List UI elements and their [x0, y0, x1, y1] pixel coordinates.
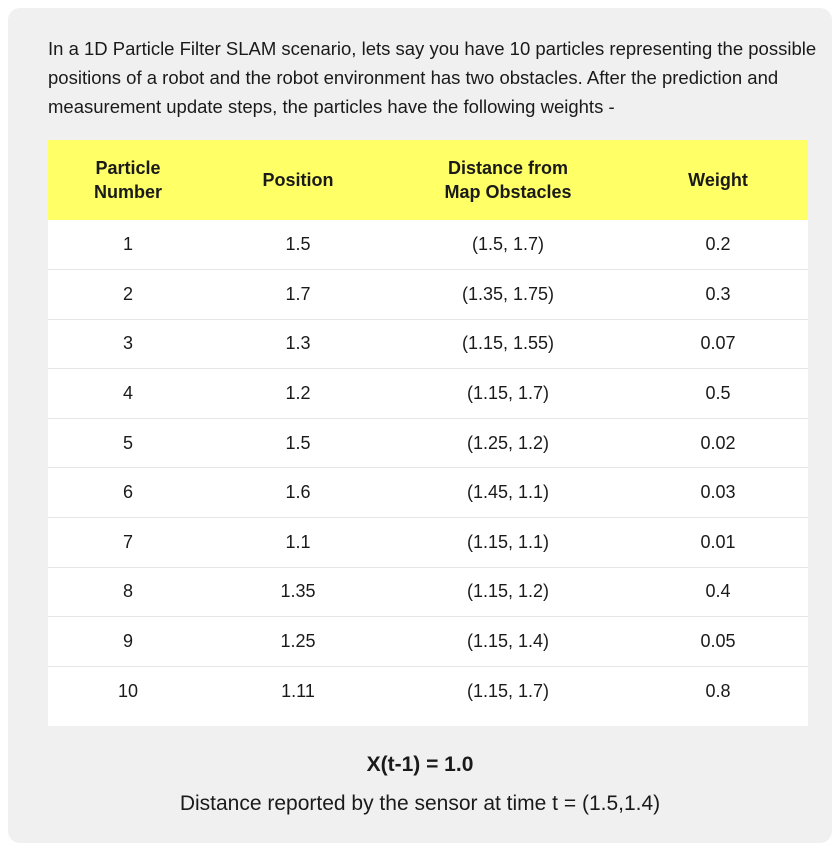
particle-table-container — [48, 140, 808, 726]
cell-number: 2 — [48, 270, 208, 320]
cell-distance: (1.15, 1.1) — [388, 518, 628, 568]
cell-position: 1.11 — [208, 666, 388, 716]
cell-distance: (1.35, 1.75) — [388, 270, 628, 320]
header-weight: Weight — [688, 170, 748, 190]
cell-weight: 0.3 — [628, 270, 808, 320]
table-row — [48, 468, 808, 518]
cell-distance: (1.5, 1.7) — [471, 234, 545, 255]
header-distance-line2: Map Obstacles — [444, 182, 572, 202]
sensor-reading-text: Distance reported by the sensor at time t = (1.5,1.4) — [179, 792, 661, 815]
table-row — [48, 617, 808, 667]
question-card — [8, 8, 832, 843]
cell-position: 1.5 — [208, 418, 388, 468]
cell-number: 4 — [48, 369, 208, 419]
cell-position: 1.2 — [208, 369, 388, 419]
cell-number: 1 — [122, 234, 133, 255]
cell-position: 1.7 — [208, 270, 388, 320]
table-row — [48, 319, 808, 369]
cell-distance: (1.15, 1.4) — [388, 617, 628, 667]
table-header-row — [48, 140, 808, 220]
cell-distance: (1.25, 1.2) — [388, 418, 628, 468]
intro-paragraph: In a 1D Particle Filter SLAM scenario, lets say you have 10 particles representing the possible positions of a robot and the robot environment has two obstacles. After the prediction and measurement update steps, the particles have the following weights - — [48, 38, 817, 117]
cell-weight: 0.02 — [628, 418, 808, 468]
cell-position: 1.25 — [208, 617, 388, 667]
cell-number: 10 — [48, 666, 208, 716]
cell-number: 5 — [48, 418, 208, 468]
cell-weight: 0.05 — [628, 617, 808, 667]
cell-distance: (1.15, 1.55) — [388, 319, 628, 369]
cell-distance: (1.45, 1.1) — [388, 468, 628, 518]
cell-weight: 0.01 — [628, 518, 808, 568]
cell-number: 9 — [48, 617, 208, 667]
cell-weight: 0.4 — [628, 567, 808, 617]
cell-number: 6 — [48, 468, 208, 518]
cell-distance: (1.15, 1.7) — [388, 666, 628, 716]
cell-number: 8 — [48, 567, 208, 617]
table-row — [48, 567, 808, 617]
cell-weight: 0.07 — [628, 319, 808, 369]
cell-number: 3 — [48, 319, 208, 369]
cell-position: 1.6 — [208, 468, 388, 518]
table-row — [48, 518, 808, 568]
header-particle-number-line1: Particle — [95, 158, 161, 178]
cell-weight: 0.8 — [628, 666, 808, 716]
cell-distance: (1.15, 1.7) — [388, 369, 628, 419]
cell-weight: 0.5 — [628, 369, 808, 419]
previous-state-formula: X(t-1) = 1.0 — [366, 753, 474, 776]
table-row — [48, 270, 808, 320]
cell-distance: (1.15, 1.2) — [388, 567, 628, 617]
cell-weight: 0.2 — [705, 234, 731, 255]
table-row — [48, 666, 808, 716]
table-row — [48, 220, 808, 270]
cell-position: 1.35 — [208, 567, 388, 617]
cell-position: 1.1 — [208, 518, 388, 568]
cell-number: 7 — [48, 518, 208, 568]
table-row — [48, 418, 808, 468]
table-row — [48, 369, 808, 419]
cell-position: 1.3 — [208, 319, 388, 369]
cell-weight: 0.03 — [628, 468, 808, 518]
particle-weights-table — [48, 140, 808, 716]
header-position: Position — [262, 170, 334, 190]
cell-position: 1.5 — [285, 234, 311, 255]
header-distance-line1: Distance from — [447, 158, 569, 178]
header-particle-number-line2: Number — [93, 182, 162, 202]
header-distance — [388, 140, 628, 220]
header-particle-number — [48, 140, 208, 220]
